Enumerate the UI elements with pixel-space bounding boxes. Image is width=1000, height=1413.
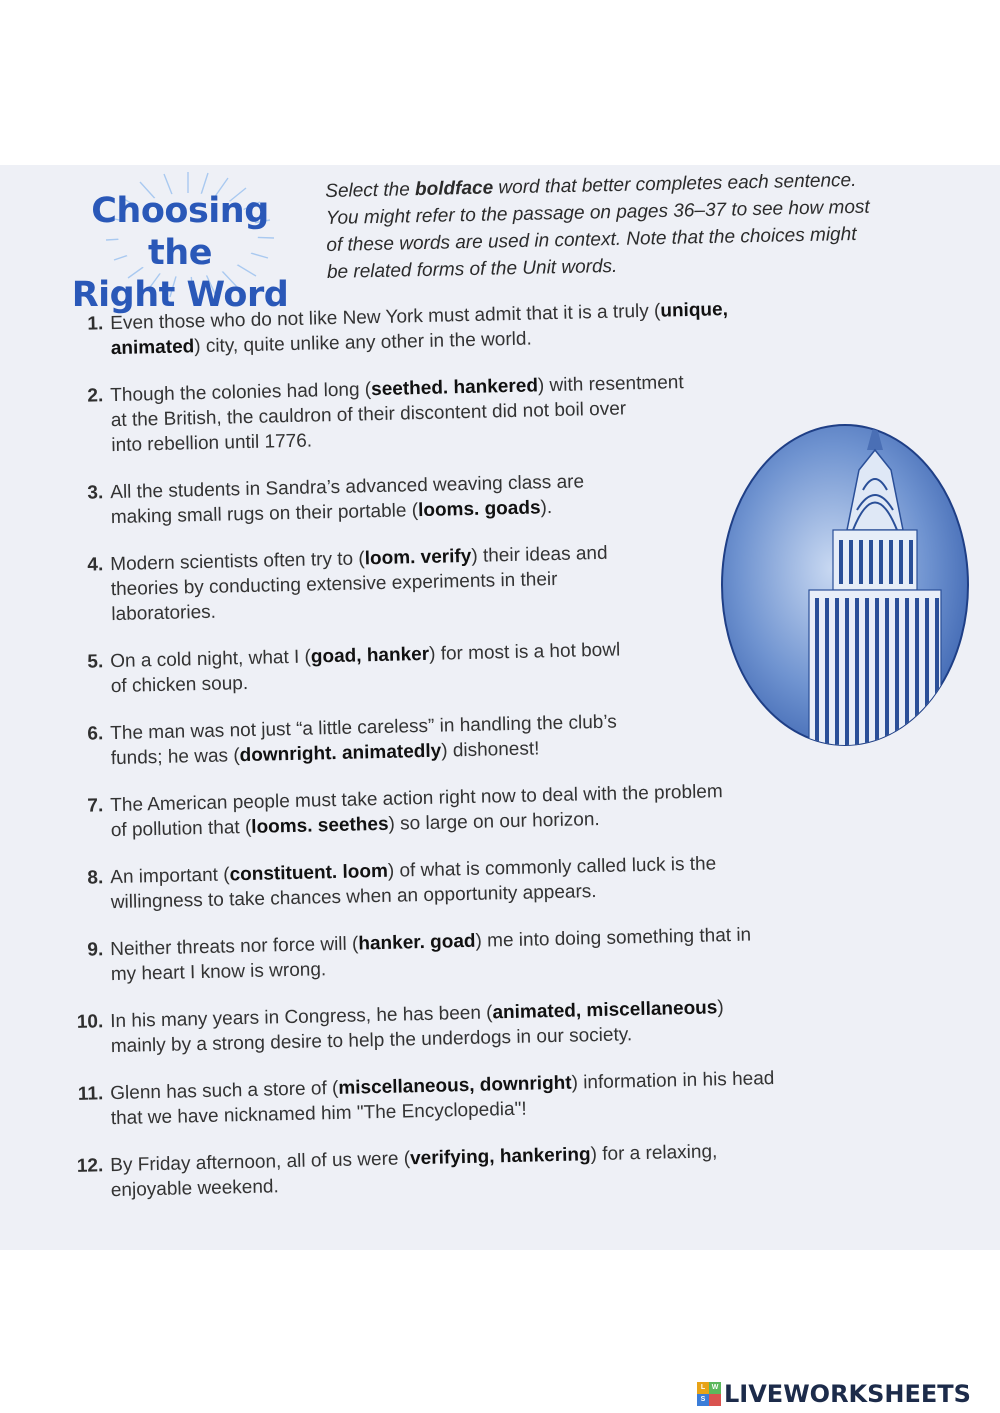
choice-words[interactable]: loom. verify: [364, 545, 472, 570]
choice-words[interactable]: animated: [110, 336, 195, 360]
instructions-line-4: be related forms of the Unit words.: [326, 255, 618, 283]
choice-words[interactable]: looms. goads: [417, 497, 541, 522]
instructions-line-2: You might refer to the passage on pages 36–37 to see how most: [325, 196, 870, 229]
section-title: [60, 190, 300, 316]
question-number: 2.: [87, 385, 104, 407]
question-number: 5.: [87, 651, 104, 673]
instructions-line-1: Select the boldface word that better completes each sentence.: [325, 169, 857, 202]
choice-words[interactable]: constituent. loom: [229, 860, 389, 886]
liveworksheets-logo: [697, 1378, 971, 1410]
question-number: 3.: [87, 482, 104, 504]
question-6: 6. The man was not just “a little careless” in handling the club’s funds; he was (downright. animatedly) dishonest!: [70, 704, 861, 772]
question-number: 4.: [87, 554, 104, 576]
choice-words[interactable]: goad, hanker: [310, 643, 430, 668]
logo-text: LIVEWORKSHEETS: [724, 1380, 971, 1408]
question-7: 7. The American people must take action right now to deal with the problem of pollution that (looms. seethes) so large on our horizon.: [70, 776, 861, 844]
question-11: 11. Glenn has such a store of (miscellaneous, downright) information in his head that we have nicknamed him "The Encyclopedia"!: [70, 1064, 861, 1132]
question-number: 1.: [87, 313, 104, 335]
choice-words[interactable]: looms. seethes: [251, 813, 389, 838]
choice-words[interactable]: miscellaneous, downright: [338, 1072, 572, 1099]
question-4: 4. Modern scientists often try to (loom. verify) their ideas and theories by conducting extensive experiments in their laboratories.: [70, 535, 861, 628]
question-number: 12.: [76, 1155, 104, 1177]
question-number: 6.: [87, 723, 104, 745]
choice-words[interactable]: seethed. hankered: [370, 375, 539, 401]
question-number: 8.: [87, 867, 104, 889]
instructions-line-3: of these words are used in context. Note that the choices might: [326, 223, 857, 256]
question-3: 3. All the students in Sandra’s advanced weaving class are making small rugs on their portable (looms. goads).: [70, 463, 861, 531]
choice-words[interactable]: hanker. goad: [358, 930, 476, 955]
question-number: 10.: [76, 1011, 104, 1033]
title-line-2: Right Word: [71, 275, 289, 315]
choice-words[interactable]: verifying, hankering: [409, 1144, 591, 1170]
question-list: [70, 299, 860, 1204]
title-line-1: Choosing the: [91, 191, 269, 273]
question-12: 12. By Friday afternoon, all of us were (verifying, hankering) for a relaxing, enjoyable weekend.: [70, 1136, 861, 1204]
question-9: 9. Neither threats nor force will (hanker. goad) me into doing something that in my heart I know is wrong.: [70, 920, 861, 988]
question-number: 9.: [87, 939, 104, 961]
question-10: 10. In his many years in Congress, he has been (animated, miscellaneous) mainly by a strong desire to help the underdogs in our society.: [70, 992, 861, 1060]
question-number: 7.: [87, 795, 104, 817]
question-8: 8. An important (constituent. loom) of what is commonly called luck is the willingness to take chances when an opportunity appears.: [70, 848, 861, 916]
instructions-boldface: boldface: [414, 177, 494, 201]
question-2: 2. Though the colonies had long (seethed. hankered) with resentment at the British, the cauldron of their discontent did not boil over into rebellion until 1776.: [70, 366, 861, 459]
choice-words[interactable]: downright. animatedly: [239, 740, 442, 767]
question-number: 11.: [77, 1083, 104, 1105]
logo-icon: L W S: [697, 1382, 721, 1406]
choice-words[interactable]: animated, miscellaneous: [492, 997, 718, 1024]
choice-words[interactable]: unique,: [660, 299, 729, 322]
question-1: 1. Even those who do not like New York must admit that it is a truly (unique, animated) city, quite unlike any other in the world.: [70, 294, 861, 362]
question-5: 5. On a cold night, what I (goad, hanker) for most is a hot bowl of chicken soup.: [70, 632, 861, 700]
instructions: [325, 165, 927, 286]
